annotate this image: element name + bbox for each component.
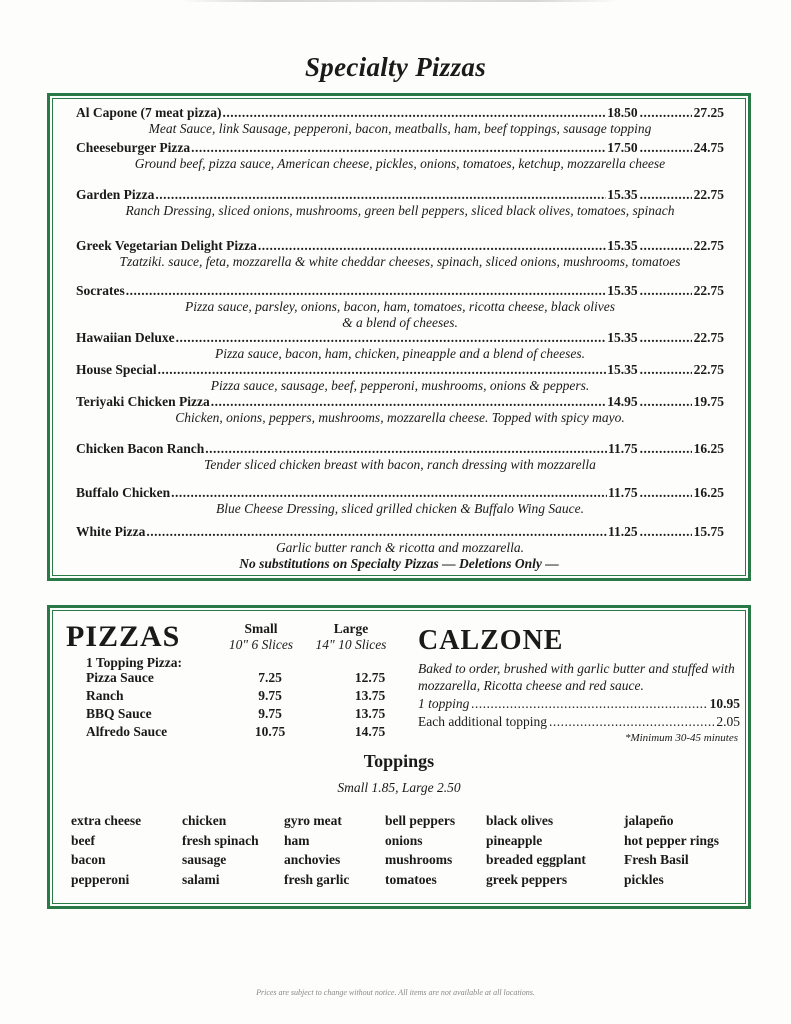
pizza-price-small: 10.75 [254, 724, 286, 739]
item-price-small: 17.50 [607, 140, 638, 155]
calzone-additional-topping [418, 714, 740, 730]
item-price-large: 15.75 [693, 524, 724, 539]
item-price-small: 11.75 [607, 441, 638, 456]
menu-item [76, 238, 724, 270]
topping-item: hot pepper rings [624, 832, 720, 848]
topping-item: jalapeño [624, 813, 674, 828]
topping-item: greek peppers [486, 871, 568, 887]
topping-item: fresh garlic [284, 871, 350, 887]
toppings-column [486, 811, 586, 889]
topping-item: salami [182, 871, 220, 887]
scan-edge [180, 0, 620, 2]
toppings-price: Small 1.85, Large 2.50 [337, 780, 461, 795]
item-name: Greek Vegetarian Delight Pizza [76, 238, 257, 253]
menu-item [76, 362, 724, 394]
toppings-column [71, 811, 141, 889]
item-description: Pizza sauce, sausage, beef, pepperoni, mushrooms, onions & peppers. [210, 378, 590, 393]
calzone-description: Baked to order, brushed with garlic butter and stuffed with mozzarella, Ricotta cheese and red sauce. [418, 661, 735, 693]
item-price-large: 19.75 [693, 394, 724, 409]
topping-item: fresh spinach [182, 832, 259, 848]
pizza-price-small: 9.75 [258, 688, 282, 703]
pizza-row [86, 706, 386, 724]
pizza-name: Pizza Sauce [86, 670, 154, 685]
topping-item: chicken [182, 813, 227, 828]
menu-item [76, 140, 724, 172]
menu-item [76, 187, 724, 219]
toppings-column [182, 811, 259, 889]
item-price-large: 22.75 [693, 283, 724, 298]
topping-item: bell peppers [385, 813, 456, 828]
pizza-name: Ranch [86, 688, 124, 703]
item-price-small: 18.50 [607, 105, 638, 120]
topping-item: beef [71, 832, 95, 848]
calzone-minimum-note: *Minimum 30-45 minutes [624, 732, 738, 744]
topping-item: ham [284, 832, 310, 848]
pizza-row [86, 688, 386, 706]
item-description: Meat Sauce, link Sausage, pepperoni, bacon, meatballs, ham, beef toppings, sausage topping [148, 121, 652, 136]
topping-item: breaded eggplant [486, 852, 586, 867]
topping-item: pineapple [486, 832, 543, 848]
pizzas-heading: PIZZAS [66, 620, 181, 653]
item-price-large: 16.25 [693, 485, 724, 500]
topping-item: Fresh Basil [624, 852, 689, 867]
pizza-row [86, 724, 386, 742]
large-size-header [296, 621, 406, 653]
item-price-large: 22.75 [693, 330, 724, 345]
item-name: Cheeseburger Pizza [76, 140, 191, 155]
item-name: Buffalo Chicken [76, 485, 171, 500]
pizza-row [86, 670, 386, 688]
pizza-price-large: 13.75 [354, 706, 386, 721]
item-name: Hawaiian Deluxe [76, 330, 175, 345]
footer-disclaimer: Prices are subject to change without notice. All items are not available at all locations. [256, 988, 535, 997]
calzone-one-topping [418, 696, 740, 712]
item-price-large: 27.25 [693, 105, 724, 120]
item-price-small: 15.35 [607, 283, 638, 298]
menu-item [76, 283, 724, 331]
pizza-price-large: 14.75 [354, 724, 386, 739]
item-description: Pizza sauce, parsley, onions, bacon, ham, tomatoes, ricotta cheese, black olives [184, 299, 616, 314]
small-label: Small [244, 621, 278, 636]
item-description: Chicken, onions, peppers, mushrooms, mozzarella cheese. Topped with spicy mayo. [175, 410, 625, 425]
large-label: Large [333, 621, 369, 636]
calzone-additional-price: 2.05 [716, 714, 740, 729]
topping-item: sausage [182, 852, 227, 867]
item-description: Ground beef, pizza sauce, American cheese, pickles, onions, tomatoes, ketchup, mozzarella cheese [134, 156, 666, 171]
pizza-price-large: 13.75 [354, 688, 386, 703]
specialty-pizzas-panel [47, 93, 751, 581]
item-name: Teriyaki Chicken Pizza [76, 394, 210, 409]
item-price-small: 11.75 [607, 485, 638, 500]
pizza-name: Alfredo Sauce [86, 724, 168, 739]
topping-item: bacon [71, 852, 106, 867]
topping-item: black olives [486, 813, 554, 828]
item-price-large: 22.75 [693, 187, 724, 202]
item-price-small: 15.35 [607, 330, 638, 345]
pizza-price-large: 12.75 [354, 670, 386, 685]
menu-item [76, 441, 724, 473]
item-description: Ranch Dressing, sliced onions, mushrooms, green bell peppers, sliced black olives, tomatoes, spinach [125, 203, 675, 218]
menu-item [76, 485, 724, 517]
calzone-topping-price: 10.95 [709, 696, 740, 711]
small-size: 10" 6 Slices [228, 637, 294, 652]
item-price-large: 22.75 [693, 238, 724, 253]
item-price-small: 15.35 [607, 362, 638, 377]
topping-item: pepperoni [71, 871, 130, 887]
item-price-large: 22.75 [693, 362, 724, 377]
item-name: Socrates [76, 283, 125, 298]
item-price-small: 15.35 [607, 238, 638, 253]
item-price-large: 24.75 [693, 140, 724, 155]
item-name: Chicken Bacon Ranch [76, 441, 205, 456]
item-price-small: 14.95 [607, 394, 638, 409]
item-name: Al Capone (7 meat pizza) [76, 105, 222, 120]
item-name: Garden Pizza [76, 187, 155, 202]
pizza-price-small: 9.75 [258, 706, 282, 721]
item-name: White Pizza [76, 524, 146, 539]
item-price-small: 15.35 [607, 187, 638, 202]
item-price-large: 16.25 [693, 441, 724, 456]
item-description-line2: & a blend of cheeses. [342, 315, 458, 330]
item-description: Garlic butter ranch & ricotta and mozzarella. [275, 540, 525, 555]
pizza-price-small: 7.25 [258, 670, 282, 685]
topping-item: tomatoes [385, 871, 437, 887]
page-title: Specialty Pizzas [304, 52, 487, 82]
topping-item: pickles [624, 871, 664, 887]
large-size: 14" 10 Slices [315, 637, 387, 652]
menu-item [76, 105, 724, 137]
pizza-name: BBQ Sauce [86, 706, 152, 721]
item-description: Blue Cheese Dressing, sliced grilled chicken & Buffalo Wing Sauce. [215, 501, 585, 516]
item-price-small: 11.25 [607, 524, 638, 539]
calzone-heading: CALZONE [418, 625, 564, 656]
toppings-column [284, 811, 349, 889]
pizzas-calzone-panel [47, 605, 751, 909]
one-topping-label: 1 Topping Pizza: [86, 655, 183, 670]
item-name: House Special [76, 362, 157, 377]
topping-item: extra cheese [71, 813, 142, 828]
item-description: Pizza sauce, bacon, ham, chicken, pineapple and a blend of cheeses. [214, 346, 586, 361]
topping-item: mushrooms [385, 852, 453, 867]
item-description: Tzatziki. sauce, feta, mozzarella & white cheddar cheeses, spinach, sliced onions, mushrooms, tomatoes [119, 254, 681, 269]
toppings-heading: Toppings [363, 751, 435, 771]
topping-item: gyro meat [284, 813, 342, 828]
topping-item: onions [385, 832, 423, 848]
toppings-column [385, 811, 455, 889]
topping-item: anchovies [284, 852, 341, 867]
menu-item [76, 330, 724, 362]
calzone-additional-label: Each additional topping [418, 714, 547, 729]
item-description: Tender sliced chicken breast with bacon, ranch dressing with mozzarella [204, 457, 596, 472]
calzone-topping-label: 1 topping [418, 696, 470, 711]
menu-item [76, 524, 724, 556]
substitution-note: No substitutions on Specialty Pizzas — Deletions Only — [239, 556, 559, 571]
toppings-column [624, 811, 719, 889]
menu-item [76, 394, 724, 426]
